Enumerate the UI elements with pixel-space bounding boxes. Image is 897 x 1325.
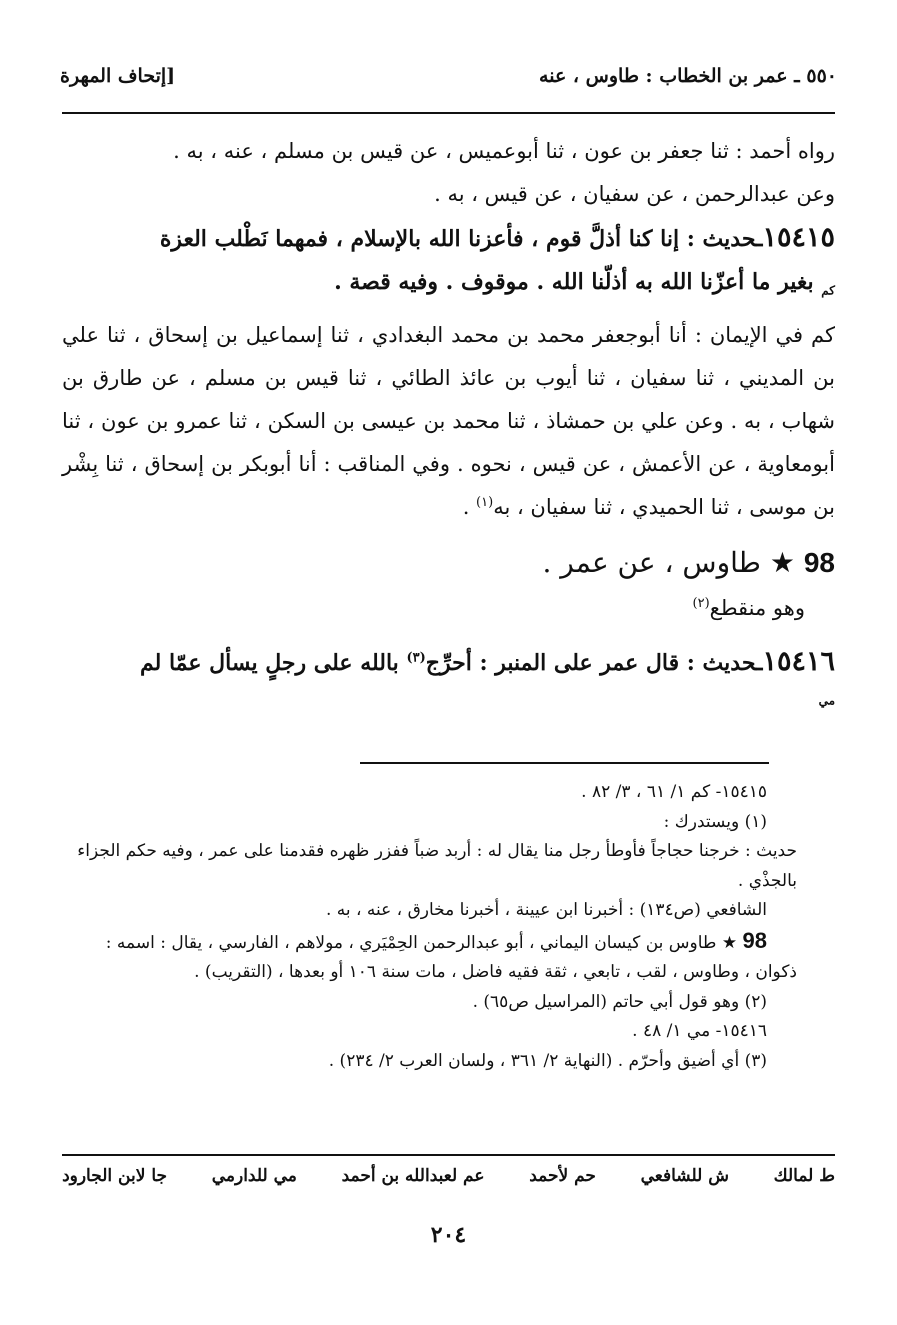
- sigla-key: [62, 1166, 835, 1186]
- hadith-entry-cont: [62, 685, 835, 708]
- hadith-entry: [62, 216, 835, 261]
- munqati-note: وهو منقطع$^{(٢)}$: [692, 596, 805, 620]
- hadith-text: بالله على رجلٍ يسأل عمّا لم: [139, 650, 407, 676]
- footnote-rule: [360, 762, 769, 764]
- footnote: ١٥٤١٦- مي ١/ ٤٨ .: [632, 1021, 767, 1041]
- siglum-item: جا لابن الجارود: [62, 1166, 168, 1186]
- hadith-number: ١٥٤١٦: [762, 646, 835, 677]
- running-header: [60, 58, 837, 94]
- siglum-item: ش للشافعي: [640, 1166, 729, 1186]
- footnote: حديث : خرجنا حجاجاً فأوطأ رجل منا يقال له : أربد ضباً ففزر ظهره فقدمنا على عمر ، وفيه حكم الجزاء بالجذْي .: [77, 841, 797, 891]
- footnote-ref: (١): [476, 495, 494, 510]
- text-line: وعن عبدالرحمن ، عن سفيان ، عن قيس ، به .: [434, 182, 835, 206]
- hadith-number: ١٥٤١٥: [762, 222, 835, 253]
- hadith-entry-cont: [62, 261, 835, 304]
- footnote: ١٥٤١٥- كم ١/ ٦١ ، ٣/ ٨٢ .: [581, 782, 767, 802]
- footnote: الشافعي (ص١٣٤) : أخبرنا ابن عيينة ، أخبرنا مخارق ، عنه ، به .: [325, 900, 767, 920]
- main-text: [62, 130, 835, 708]
- source-siglum: كم: [821, 283, 835, 298]
- narrator-number: 98: [803, 547, 835, 578]
- siglum-item: عم لعبدالله بن أحمد: [341, 1166, 485, 1186]
- star-icon: ★: [769, 546, 795, 579]
- hadith-text: ـحديث : قال عمر على المنبر : أحرِّج: [425, 650, 763, 676]
- footnote-ref: (٢): [692, 596, 710, 611]
- narrator-text: طاوس ، عن عمر .: [542, 546, 761, 579]
- footnote: (٢) وهو قول أبي حاتم (المراسيل ص٦٥) .: [472, 991, 767, 1012]
- hadith-entry: [62, 640, 835, 685]
- narrator-heading: [62, 539, 835, 587]
- book-title: [إتحاف المهرة: [60, 65, 176, 87]
- siglum-item: مي للدارمي: [211, 1166, 297, 1186]
- footnote: (٣) أي أضيق وأحرّم . (النهاية ٢/ ٣٦١ ، ولسان العرب ٢/ ٢٣٤) .: [328, 1050, 767, 1071]
- sigla-rule: [62, 1154, 835, 1156]
- narrator-number: 98: [742, 927, 767, 953]
- header-rule: [62, 112, 835, 114]
- star-icon: ★: [721, 932, 738, 953]
- isnad-paragraph: كم في الإيمان : أنا أبوجعفر محمد بن محمد البغدادي ، ثنا إسماعيل بن إسحاق ، ثنا علي بن المديني ، ثنا سفيان ، ثنا أيوب بن عائذ الطائي ، ثنا قيس بن مسلم ، عن طارق بن شهاب ، به . وعن علي بن حمشاذ ، ثنا محمد بن عيسى بن السكن ، ثنا عمرو بن عون ، ثنا أبومعاوية ، عن الأعمش ، عن قيس ، نحوه . وفي المناقب : أنا أبوبكر بن إسحاق ، ثنا بِشْر بن موسى ، ثنا الحميدي ، ثنا سفيان ، به$^{(١)}$ .: [62, 323, 835, 519]
- footnote-ref: (٣): [406, 650, 426, 666]
- page-number: ٢٠٤: [430, 1222, 467, 1248]
- text-line: رواه أحمد : ثنا جعفر بن عون ، ثنا أبوعميس ، عن قيس بن مسلم ، عنه ، به .: [173, 139, 835, 163]
- footnotes: [62, 778, 797, 1076]
- hadith-text: بغير ما أعزّنا الله به أذلّنا الله . موقوف . وفيه قصة .: [334, 269, 814, 295]
- source-siglum: مي: [818, 693, 835, 708]
- siglum-item: ط لمالك: [773, 1166, 835, 1186]
- hadith-text: ـحديث : إنا كنا أذلَّ قوم ، فأعزنا الله بالإسلام ، فمهما نَطْلب العزة: [159, 226, 763, 252]
- siglum-item: حم لأحمد: [529, 1166, 596, 1186]
- footnote-narrator: 98 ★ طاوس بن كيسان اليماني ، أبو عبدالرحمن الحِمْيَري ، مولاهم ، الفارسي ، يقال : اسمه : ذكوان ، وطاوس ، لقب ، تابعي ، ثقة فقيه فاضل ، مات سنة ١٠٦ أو بعدها ، (التقريب) .: [105, 927, 797, 982]
- footnote: (١) ويستدرك :: [663, 811, 767, 832]
- chapter-title: ٥٥٠ ـ عمر بن الخطاب : طاوس ، عنه: [539, 65, 837, 87]
